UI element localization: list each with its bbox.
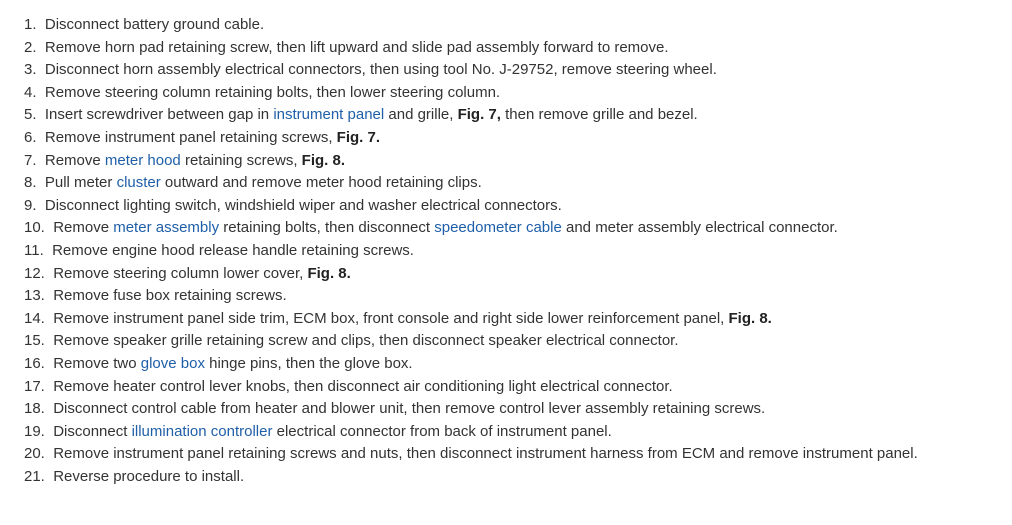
- step-5: [24, 104, 918, 127]
- step-number: 4.: [24, 83, 45, 101]
- step-17: [24, 376, 918, 399]
- step-text: Disconnect control cable from heater and blower unit, then remove control lever assembly retaining screws.: [53, 400, 766, 418]
- step-7: [24, 150, 918, 173]
- step-text: Insert screwdriver between gap in: [44, 106, 274, 124]
- step-12: [24, 263, 918, 286]
- step-16: [24, 353, 918, 376]
- step-number: 3.: [24, 61, 45, 79]
- step-11: [24, 240, 918, 263]
- glossary-link[interactable]: glove box: [140, 354, 205, 372]
- step-number: 16.: [24, 354, 54, 372]
- step-text: Remove: [53, 219, 114, 237]
- step-number: 11.: [24, 241, 53, 259]
- step-number: 8.: [24, 174, 45, 192]
- step-text: Remove engine hood release handle retaining screws.: [52, 241, 414, 259]
- step-number: 19.: [24, 422, 54, 440]
- step-text: Remove steering column retaining bolts, then lower steering column.: [44, 83, 501, 101]
- step-text: Remove fuse box retaining screws.: [53, 287, 287, 305]
- step-21: [24, 466, 918, 489]
- step-text: Remove two: [53, 354, 141, 372]
- figure-reference: Fig. 8.: [301, 151, 346, 169]
- step-4: [24, 82, 918, 105]
- step-number: 15.: [24, 332, 54, 350]
- glossary-link[interactable]: meter hood: [104, 151, 181, 169]
- glossary-link[interactable]: cluster: [116, 174, 161, 192]
- step-number: 6.: [24, 128, 45, 146]
- step-text: outward and remove meter hood retaining clips.: [160, 174, 482, 192]
- step-19: [24, 421, 918, 444]
- step-number: 2.: [24, 38, 45, 56]
- glossary-link[interactable]: speedometer cable: [434, 219, 562, 237]
- step-text: hinge pins, then the glove box.: [204, 354, 413, 372]
- step-text: Disconnect battery ground cable.: [44, 16, 265, 33]
- step-text: and meter assembly electrical connector.: [561, 219, 838, 237]
- step-text: Remove speaker grille retaining screw and clips, then disconnect speaker electrical connector.: [53, 332, 679, 350]
- step-text: retaining screws,: [180, 151, 302, 169]
- step-number: 14.: [24, 309, 54, 327]
- step-20: [24, 443, 918, 466]
- step-text: retaining bolts, then disconnect: [219, 219, 435, 237]
- figure-reference: Fig. 8.: [307, 264, 351, 282]
- step-text: Disconnect lighting switch, windshield wiper and washer electrical connectors.: [44, 196, 562, 214]
- step-text: and grille,: [384, 106, 458, 124]
- step-text: Remove horn pad retaining screw, then lift upward and slide pad assembly forward to remove.: [44, 38, 669, 56]
- glossary-link[interactable]: instrument panel: [273, 106, 385, 124]
- step-number: 10.: [24, 219, 54, 237]
- procedure-steps-list: [24, 14, 918, 488]
- step-number: 9.: [24, 196, 45, 214]
- step-18: [24, 398, 918, 421]
- step-number: 17.: [24, 377, 54, 395]
- figure-reference: Fig. 8.: [728, 309, 772, 327]
- glossary-link[interactable]: meter assembly: [113, 219, 220, 237]
- step-text: Remove instrument panel retaining screws and nuts, then disconnect instrument harness from ECM and remove instrument panel.: [53, 445, 918, 463]
- step-number: 5.: [24, 106, 45, 124]
- step-number: 12.: [24, 264, 54, 282]
- step-text: Pull meter: [44, 174, 117, 192]
- step-6: [24, 127, 918, 150]
- figure-reference: Fig. 7.: [336, 128, 380, 146]
- step-text: Remove instrument panel retaining screws,: [44, 128, 337, 146]
- step-10: [24, 217, 918, 240]
- step-text: Remove heater control lever knobs, then disconnect air conditioning light electrical connector.: [53, 377, 673, 395]
- step-number: 20.: [24, 445, 54, 463]
- glossary-link[interactable]: illumination controller: [131, 422, 273, 440]
- step-number: 13.: [24, 287, 54, 305]
- step-3: [24, 59, 918, 82]
- step-text: Remove instrument panel side trim, ECM box, front console and right side lower reinforcement panel,: [53, 309, 729, 327]
- step-number: 7.: [24, 151, 45, 169]
- step-8: [24, 172, 918, 195]
- step-13: [24, 285, 918, 308]
- step-15: [24, 330, 918, 353]
- step-9: [24, 195, 918, 218]
- step-number: 1.: [24, 16, 45, 33]
- step-number: 18.: [24, 400, 54, 418]
- step-text: Remove steering column lower cover,: [53, 264, 308, 282]
- step-text: Reverse procedure to install.: [53, 467, 245, 485]
- step-text: Disconnect: [53, 422, 132, 440]
- step-text: electrical connector from back of instrument panel.: [272, 422, 612, 440]
- figure-reference: Fig. 7,: [457, 106, 501, 124]
- step-text: Disconnect horn assembly electrical connectors, then using tool No. J-29752, remove steering wheel.: [44, 61, 717, 79]
- step-14: [24, 308, 918, 331]
- step-text: Remove: [44, 151, 105, 169]
- step-1: [24, 14, 918, 37]
- step-2: [24, 37, 918, 60]
- step-number: 21.: [24, 467, 54, 485]
- step-text: then remove grille and bezel.: [500, 106, 698, 124]
